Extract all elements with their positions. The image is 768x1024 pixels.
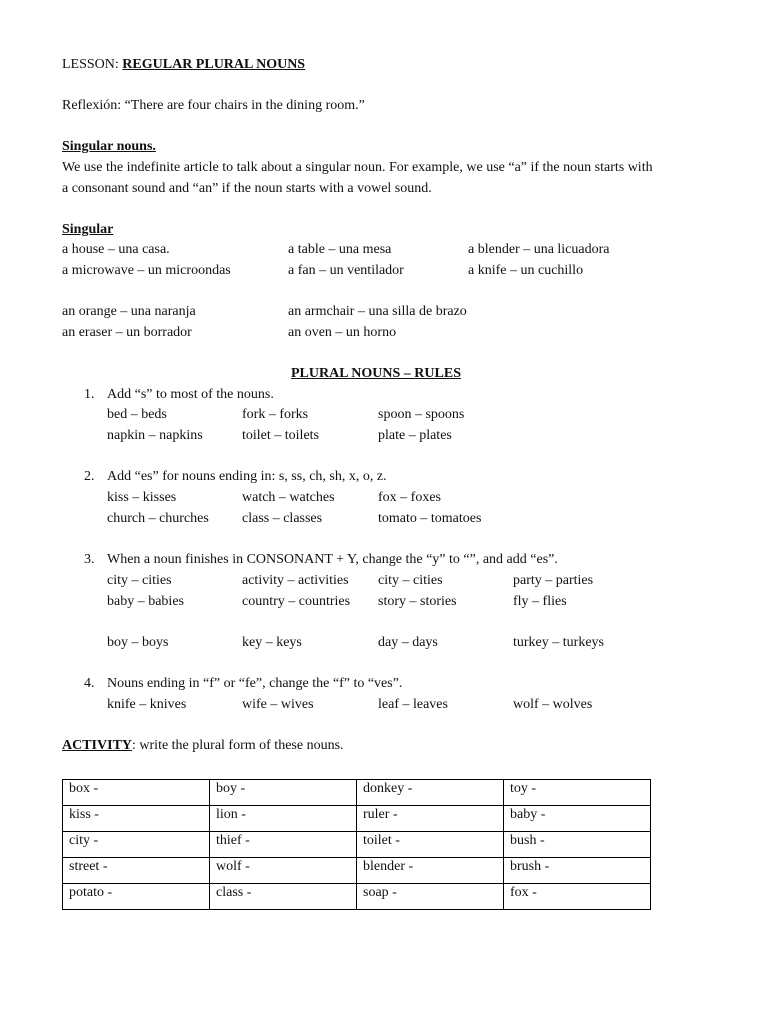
rule-example: spoon – spoons bbox=[378, 407, 465, 422]
rule-example: story – stories bbox=[378, 594, 457, 609]
table-cell[interactable]: box - bbox=[63, 780, 210, 806]
rule-example-row bbox=[107, 696, 687, 713]
rule-number: 3. bbox=[84, 552, 95, 567]
singular-item: an orange – una naranja bbox=[62, 304, 196, 319]
rule-example: watch – watches bbox=[242, 490, 335, 505]
rule-text: Add “es” for nouns ending in: s, ss, ch, sh, x, o, z. bbox=[107, 469, 387, 484]
activity-instruction bbox=[62, 737, 344, 754]
singular-item: an oven – un horno bbox=[288, 325, 397, 340]
rule-example: knife – knives bbox=[107, 697, 187, 712]
table-row bbox=[63, 780, 651, 806]
table-cell[interactable]: lion - bbox=[210, 806, 357, 832]
rule-example: bed – beds bbox=[107, 407, 167, 422]
rule-example: day – days bbox=[378, 635, 438, 650]
rule-example: fox – foxes bbox=[378, 490, 441, 505]
rule-example: country – countries bbox=[242, 594, 351, 609]
table-cell[interactable]: potato - bbox=[63, 884, 210, 910]
rule-example: key – keys bbox=[242, 635, 302, 650]
rule-example: activity – activities bbox=[242, 573, 349, 588]
rule-example-row bbox=[107, 406, 687, 423]
singular-item: a house – una casa. bbox=[62, 242, 170, 257]
singular-item: a knife – un cuchillo bbox=[468, 263, 584, 278]
table-cell[interactable]: toy - bbox=[504, 780, 651, 806]
rule-example: wife – wives bbox=[242, 697, 314, 712]
singular-item: a blender – una licuadora bbox=[468, 242, 610, 257]
table-cell[interactable]: toilet - bbox=[357, 832, 504, 858]
singular-item: a microwave – un microondas bbox=[62, 263, 231, 278]
rule-example-row bbox=[107, 634, 687, 651]
rule-example: party – parties bbox=[513, 573, 594, 588]
singular-nouns-heading: Singular nouns. bbox=[62, 139, 156, 154]
rule-example: leaf – leaves bbox=[378, 697, 448, 712]
table-cell[interactable]: boy - bbox=[210, 780, 357, 806]
plural-rules-heading: PLURAL NOUNS – RULES bbox=[291, 366, 461, 381]
lesson-prefix: LESSON: bbox=[62, 57, 123, 72]
activity-table bbox=[62, 779, 651, 910]
rule-example-row bbox=[107, 427, 687, 444]
rule-example: fork – forks bbox=[242, 407, 309, 422]
rule-example: tomato – tomatoes bbox=[378, 511, 482, 526]
singular-item: a fan – un ventilador bbox=[288, 263, 404, 278]
rule-example: turkey – turkeys bbox=[513, 635, 604, 650]
table-cell[interactable]: fox - bbox=[504, 884, 651, 910]
singular-nouns-line-1: We use the indefinite article to talk about a singular noun. For example, we use “a” if the noun starts with bbox=[62, 160, 653, 175]
singular-nouns-line-2: a consonant sound and “an” if the noun starts with a vowel sound. bbox=[62, 181, 432, 196]
table-row bbox=[63, 832, 651, 858]
rule-text: Nouns ending in “f” or “fe”, change the “f” to “ves”. bbox=[107, 676, 403, 691]
table-row bbox=[63, 884, 651, 910]
activity-label: ACTIVITY bbox=[62, 738, 133, 753]
rule-example: class – classes bbox=[242, 511, 323, 526]
table-cell[interactable]: city - bbox=[63, 832, 210, 858]
rule-example: city – cities bbox=[378, 573, 443, 588]
table-cell[interactable]: thief - bbox=[210, 832, 357, 858]
table-cell[interactable]: bush - bbox=[504, 832, 651, 858]
rule-example: kiss – kisses bbox=[107, 490, 177, 505]
table-cell[interactable]: donkey - bbox=[357, 780, 504, 806]
activity-text: : write the plural form of these nouns. bbox=[132, 738, 344, 753]
table-cell[interactable]: class - bbox=[210, 884, 357, 910]
rule-2 bbox=[84, 468, 684, 485]
rule-example: fly – flies bbox=[513, 594, 567, 609]
rule-example: wolf – wolves bbox=[513, 697, 593, 712]
singular-row bbox=[62, 262, 682, 279]
table-row bbox=[63, 858, 651, 884]
singular-row bbox=[62, 241, 682, 258]
rule-example-row bbox=[107, 572, 687, 589]
rule-text: When a noun finishes in CONSONANT + Y, change the “y” to “”, and add “es”. bbox=[107, 552, 558, 567]
rule-example-row bbox=[107, 510, 687, 527]
table-cell[interactable]: street - bbox=[63, 858, 210, 884]
rule-number: 4. bbox=[84, 676, 95, 691]
rule-text: Add “s” to most of the nouns. bbox=[107, 387, 274, 402]
table-cell[interactable]: soap - bbox=[357, 884, 504, 910]
rule-3 bbox=[84, 551, 684, 568]
rule-4 bbox=[84, 675, 684, 692]
rule-example: plate – plates bbox=[378, 428, 452, 443]
rule-example: napkin – napkins bbox=[107, 428, 203, 443]
rule-number: 1. bbox=[84, 387, 95, 402]
singular-heading: Singular bbox=[62, 222, 114, 237]
singular-item: a table – una mesa bbox=[288, 242, 392, 257]
singular-item: an armchair – una silla de brazo bbox=[288, 304, 467, 319]
lesson-title-text: REGULAR PLURAL NOUNS bbox=[122, 57, 306, 72]
rule-example: boy – boys bbox=[107, 635, 169, 650]
table-cell[interactable]: baby - bbox=[504, 806, 651, 832]
singular-row bbox=[62, 303, 682, 320]
rule-number: 2. bbox=[84, 469, 95, 484]
reflexion-text: Reflexión: “There are four chairs in the dining room.” bbox=[62, 98, 365, 113]
rule-example: church – churches bbox=[107, 511, 209, 526]
rule-example: toilet – toilets bbox=[242, 428, 319, 443]
rule-1 bbox=[84, 386, 684, 403]
rule-example: city – cities bbox=[107, 573, 172, 588]
singular-item: an eraser – un borrador bbox=[62, 325, 192, 340]
table-cell[interactable]: kiss - bbox=[63, 806, 210, 832]
rule-example: baby – babies bbox=[107, 594, 184, 609]
table-row bbox=[63, 806, 651, 832]
lesson-title bbox=[62, 56, 305, 73]
singular-row bbox=[62, 324, 682, 341]
table-cell[interactable]: brush - bbox=[504, 858, 651, 884]
table-cell[interactable]: blender - bbox=[357, 858, 504, 884]
table-cell[interactable]: wolf - bbox=[210, 858, 357, 884]
rule-example-row bbox=[107, 593, 687, 610]
rule-example-row bbox=[107, 489, 687, 506]
table-cell[interactable]: ruler - bbox=[357, 806, 504, 832]
